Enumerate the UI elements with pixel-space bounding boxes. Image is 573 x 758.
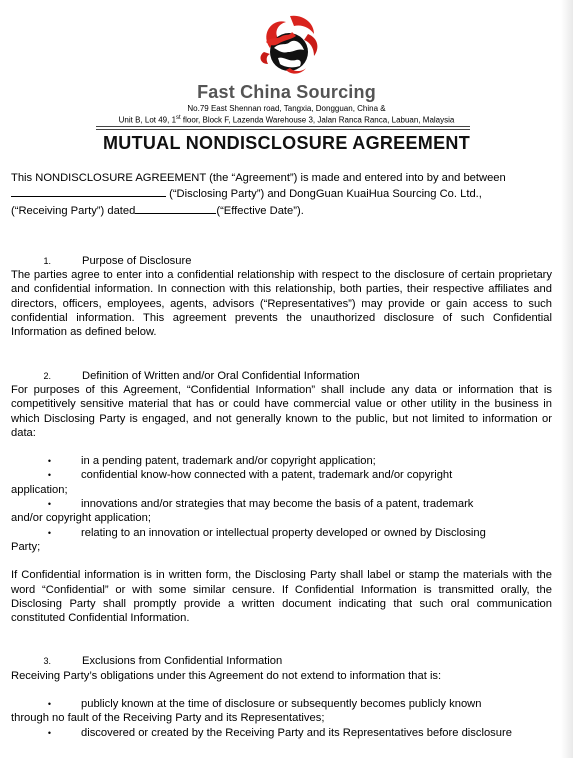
header-divider-top: [96, 126, 470, 127]
list-item: • confidential know-how connected with a patent, trademark and/or copyright application;: [11, 469, 453, 496]
list-item: • publicly known at the time of disclosure or subsequently becomes publicly known through no fault of the Receiving Party and its Representatives;: [11, 698, 482, 725]
section-1-heading: 1. Purpose of Disclosure: [43, 254, 192, 267]
document-title: MUTUAL NONDISCLOSURE AGREEMENT: [102, 133, 470, 153]
company-address-line-1: No.79 East Shennan road, Tangxia, Dongguan, China &: [187, 104, 386, 113]
section-2-heading: 2. Definition of Written and/or Oral Confidential Information: [43, 369, 360, 382]
list-item: • in a pending patent, trademark and/or copyright application;: [47, 455, 376, 468]
disclosing-party-blank[interactable]: [11, 185, 166, 197]
section-3-text: Receiving Party’s obligations under this Agreement do not extend to information that is:: [11, 669, 442, 682]
section-3-heading: 3. Exclusions from Confidential Information: [43, 655, 283, 668]
section-2-text-2: If Confidential information is in written form, the Disclosing Party shall label or stamp the materials with the word “Confidential” or with some similar censure. If Confidential Information is transmitted orally, the Disclosing Party shall promptly provide a written document indicating that such oral communication constituted Confidential Information.: [11, 569, 552, 625]
list-item: • innovations and/or strategies that may become the basis of a patent, trademark and/or copyright application;: [11, 498, 474, 525]
effective-date-blank[interactable]: [135, 202, 216, 214]
page-edge-shadow: [561, 0, 573, 758]
section-1-text: The parties agree to enter into a confidential relationship with respect to the disclosure of certain proprietary and confidential information. In connection with this relationship, both parties, their respective affiliates and directors, officers, employees, agents, advisors (“Representatives”) may provide or gain access to such confidential information. This agreement prevents the unauthorized disclosure of such Confidential Information as defined below.: [11, 269, 552, 339]
list-item: • discovered or created by the Receiving Party and its Representatives before disclosure: [47, 726, 512, 739]
intro-paragraph: This NONDISCLOSURE AGREEMENT (the “Agreement”) is made and entered into by and between (“Disclosing Party”) and DongGuan KuaiHua Sourcing Co. Ltd., (“Receiving Party”) dated (“Effective Date”).: [11, 172, 506, 217]
section-2-text: For purposes of this Agreement, “Confidential Information” shall include any data or information that is competitively sensitive material that has or could have commercial value or other utility in the business in which Disclosing Party is engaged, and not generally known to the public, but not limited to information or data:: [11, 383, 552, 439]
company-address-line-2: Unit B, Lot 49, 1st floor, Block F, Lazenda Warehouse 3, Jalan Ranca Ranca, Labuan, Malaysia: [118, 115, 455, 125]
header-divider-bottom: [96, 129, 470, 130]
dragon-globe-logo: [256, 12, 322, 82]
list-item: • relating to an innovation or intellectual property developed or owned by Disclosing Party;: [11, 526, 486, 553]
company-name: Fast China Sourcing: [197, 82, 376, 102]
document-body: [11, 171, 552, 740]
